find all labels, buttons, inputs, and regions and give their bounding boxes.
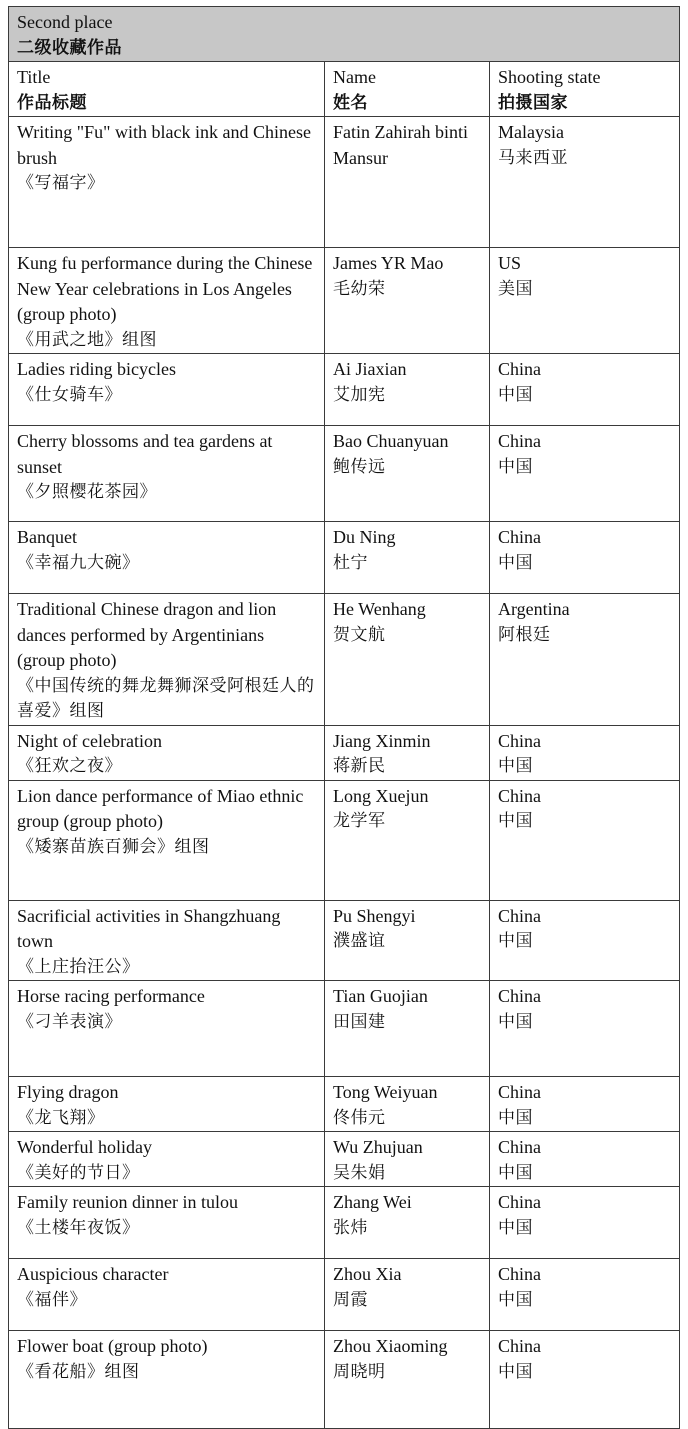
state-en: US — [498, 253, 522, 273]
state-en: China — [498, 986, 541, 1006]
name-en: James YR Mao — [333, 253, 444, 273]
name-cn: 贺文航 — [333, 624, 386, 645]
name-cell — [325, 725, 490, 780]
table-row — [9, 248, 680, 354]
state-cn: 马来西亚 — [498, 147, 568, 168]
state-cell — [490, 1077, 680, 1132]
name-cell — [325, 900, 490, 981]
title-cn: 《狂欢之夜》 — [17, 756, 122, 776]
title-en: Sacrificial activities in Shangzhuang town — [17, 905, 285, 951]
state-en: China — [498, 1336, 541, 1356]
title-cn: 《夕照樱花茶园》 — [17, 482, 157, 502]
name-en: Zhou Xiaoming — [333, 1336, 448, 1356]
state-en: Argentina — [498, 599, 570, 619]
name-en: Fatin Zahirah binti Mansur — [333, 122, 473, 168]
title-cn: 《福伴》 — [17, 1289, 87, 1310]
state-cell — [490, 1331, 680, 1429]
name-cell — [325, 1132, 490, 1187]
name-en: Wu Zhujuan — [333, 1137, 423, 1157]
name-en: Tong Weiyuan — [333, 1082, 438, 1102]
table-row — [9, 780, 680, 900]
state-cell — [490, 426, 680, 522]
state-cell — [490, 354, 680, 426]
name-cn: 田国建 — [333, 1011, 386, 1032]
awards-table — [8, 6, 680, 1429]
name-en: Jiang Xinmin — [333, 730, 431, 751]
title-cn: 《美好的节日》 — [17, 1162, 140, 1183]
column-header-title-en: Title — [17, 67, 51, 87]
title-cell — [9, 117, 325, 248]
state-cell — [490, 248, 680, 354]
state-cn: 中国 — [498, 1162, 533, 1183]
table-row — [9, 522, 680, 594]
column-header-title — [9, 62, 325, 117]
section-title-cn: 二级收藏作品 — [17, 37, 122, 58]
state-en: China — [498, 905, 541, 926]
name-en: Zhang Wei — [333, 1192, 412, 1212]
state-cell — [490, 981, 680, 1077]
name-cn: 周霞 — [333, 1289, 368, 1310]
title-en: Wonderful holiday — [17, 1137, 153, 1157]
name-cell — [325, 354, 490, 426]
title-cell — [9, 426, 325, 522]
name-cn: 佟伟元 — [333, 1107, 386, 1128]
name-en: Zhou Xia — [333, 1264, 402, 1284]
title-en: Auspicious character — [17, 1264, 169, 1284]
name-cell — [325, 1187, 490, 1259]
table-row — [9, 1187, 680, 1259]
title-cn: 《刁羊表演》 — [17, 1011, 122, 1032]
name-cell — [325, 1331, 490, 1429]
title-cn: 《看花船》组图 — [17, 1361, 140, 1382]
column-header-state-cn: 拍摄国家 — [498, 92, 568, 113]
column-header-title-cn: 作品标题 — [17, 92, 87, 113]
title-cell — [9, 522, 325, 594]
name-cn: 鲍传远 — [333, 456, 386, 477]
table-row — [9, 594, 680, 726]
title-cell — [9, 594, 325, 726]
state-cn: 中国 — [498, 1011, 533, 1032]
state-en: China — [498, 527, 541, 547]
name-cn: 蒋新民 — [333, 756, 386, 776]
title-cell — [9, 248, 325, 354]
state-cn: 中国 — [498, 1289, 533, 1310]
name-cell — [325, 248, 490, 354]
title-cell — [9, 1077, 325, 1132]
state-cell — [490, 117, 680, 248]
state-en: China — [498, 785, 541, 806]
state-cell — [490, 522, 680, 594]
table-row — [9, 1077, 680, 1132]
title-cn: 《上庄抬汪公》 — [17, 956, 140, 977]
name-cell — [325, 117, 490, 248]
title-cell — [9, 1187, 325, 1259]
name-cn: 杜宁 — [333, 552, 368, 573]
title-en: Traditional Chinese dragon and lion dances performed by Argentinians (group photo) — [17, 599, 281, 670]
state-cn: 中国 — [498, 931, 533, 951]
state-en: China — [498, 1082, 541, 1102]
title-cell — [9, 1259, 325, 1331]
section-title-cell — [9, 7, 680, 62]
state-en: China — [498, 431, 541, 451]
name-cell — [325, 522, 490, 594]
name-cell — [325, 1077, 490, 1132]
name-en: He Wenhang — [333, 599, 426, 619]
title-cn: 《矮寨苗族百狮会》组图 — [17, 836, 210, 857]
table-row — [9, 1331, 680, 1429]
state-en: China — [498, 730, 541, 751]
state-cell — [490, 594, 680, 726]
state-cell — [490, 780, 680, 900]
title-cell — [9, 725, 325, 780]
column-header-row — [9, 62, 680, 117]
title-en: Cherry blossoms and tea gardens at sunset — [17, 431, 277, 477]
state-cell — [490, 1132, 680, 1187]
state-cn: 阿根廷 — [498, 624, 551, 645]
state-cell — [490, 900, 680, 981]
name-cell — [325, 981, 490, 1077]
title-en: Family reunion dinner in tulou — [17, 1192, 238, 1212]
column-header-name-cn: 姓名 — [333, 92, 368, 113]
name-en: Tian Guojian — [333, 986, 428, 1006]
title-cell — [9, 1331, 325, 1429]
state-cn: 中国 — [498, 456, 533, 477]
state-cn: 中国 — [498, 1361, 533, 1382]
name-cn: 濮盛谊 — [333, 931, 386, 951]
title-en: Night of celebration — [17, 730, 162, 751]
section-title-en: Second place — [17, 12, 113, 32]
title-cell — [9, 1132, 325, 1187]
state-cn: 中国 — [498, 1217, 533, 1238]
title-en: Writing "Fu" with black ink and Chinese brush — [17, 122, 316, 168]
state-en: China — [498, 1137, 541, 1157]
title-cell — [9, 900, 325, 981]
name-en: Bao Chuanyuan — [333, 431, 449, 451]
title-cell — [9, 981, 325, 1077]
table-row — [9, 725, 680, 780]
name-cell — [325, 594, 490, 726]
name-cn: 毛幼荣 — [333, 278, 386, 299]
name-cn: 张炜 — [333, 1217, 368, 1238]
name-en: Ai Jiaxian — [333, 359, 407, 379]
title-en: Flower boat (group photo) — [17, 1336, 208, 1356]
name-cn: 艾加宪 — [333, 384, 386, 405]
state-cn: 中国 — [498, 384, 533, 405]
title-cn: 《土楼年夜饭》 — [17, 1217, 140, 1238]
section-header-row — [9, 7, 680, 62]
title-en: Horse racing performance — [17, 986, 205, 1006]
state-cell — [490, 725, 680, 780]
table-row — [9, 1259, 680, 1331]
table-row — [9, 117, 680, 248]
name-cn: 吴朱娟 — [333, 1162, 386, 1183]
title-cn: 《写福字》 — [17, 173, 105, 193]
state-cn: 中国 — [498, 552, 533, 573]
name-cell — [325, 426, 490, 522]
column-header-name — [325, 62, 490, 117]
name-cn: 龙学军 — [333, 811, 386, 831]
state-en: China — [498, 1192, 541, 1212]
name-en: Long Xuejun — [333, 785, 429, 806]
title-en: Banquet — [17, 527, 77, 547]
table-row — [9, 426, 680, 522]
title-en: Flying dragon — [17, 1082, 119, 1102]
state-en: China — [498, 359, 541, 379]
name-en: Du Ning — [333, 527, 396, 547]
table-row — [9, 981, 680, 1077]
column-header-state-en: Shooting state — [498, 67, 601, 87]
title-en: Lion dance performance of Miao ethnic group (group photo) — [17, 785, 308, 831]
title-en: Kung fu performance during the Chinese New Year celebrations in Los Angeles (group photo) — [17, 253, 317, 324]
state-cn: 中国 — [498, 1107, 533, 1128]
name-cell — [325, 780, 490, 900]
state-cell — [490, 1259, 680, 1331]
state-cell — [490, 1187, 680, 1259]
table-row — [9, 900, 680, 981]
state-en: China — [498, 1264, 541, 1284]
title-cn: 《仕女骑车》 — [17, 384, 122, 405]
column-header-state — [490, 62, 680, 117]
name-cell — [325, 1259, 490, 1331]
state-cn: 中国 — [498, 756, 533, 776]
title-cn: 《用武之地》组图 — [17, 329, 157, 350]
title-cn: 《龙飞翔》 — [17, 1107, 105, 1128]
column-header-name-en: Name — [333, 67, 376, 87]
name-en: Pu Shengyi — [333, 905, 416, 926]
table-row — [9, 354, 680, 426]
title-cn: 《幸福九大碗》 — [17, 552, 140, 573]
title-en: Ladies riding bicycles — [17, 359, 176, 379]
title-cn: 《中国传统的舞龙舞狮深受阿根廷人的喜爱》组图 — [17, 675, 315, 721]
state-en: Malaysia — [498, 122, 564, 142]
state-cn: 美国 — [498, 278, 533, 299]
state-cn: 中国 — [498, 811, 533, 831]
name-cn: 周晓明 — [333, 1361, 386, 1382]
table-row — [9, 1132, 680, 1187]
title-cell — [9, 354, 325, 426]
title-cell — [9, 780, 325, 900]
